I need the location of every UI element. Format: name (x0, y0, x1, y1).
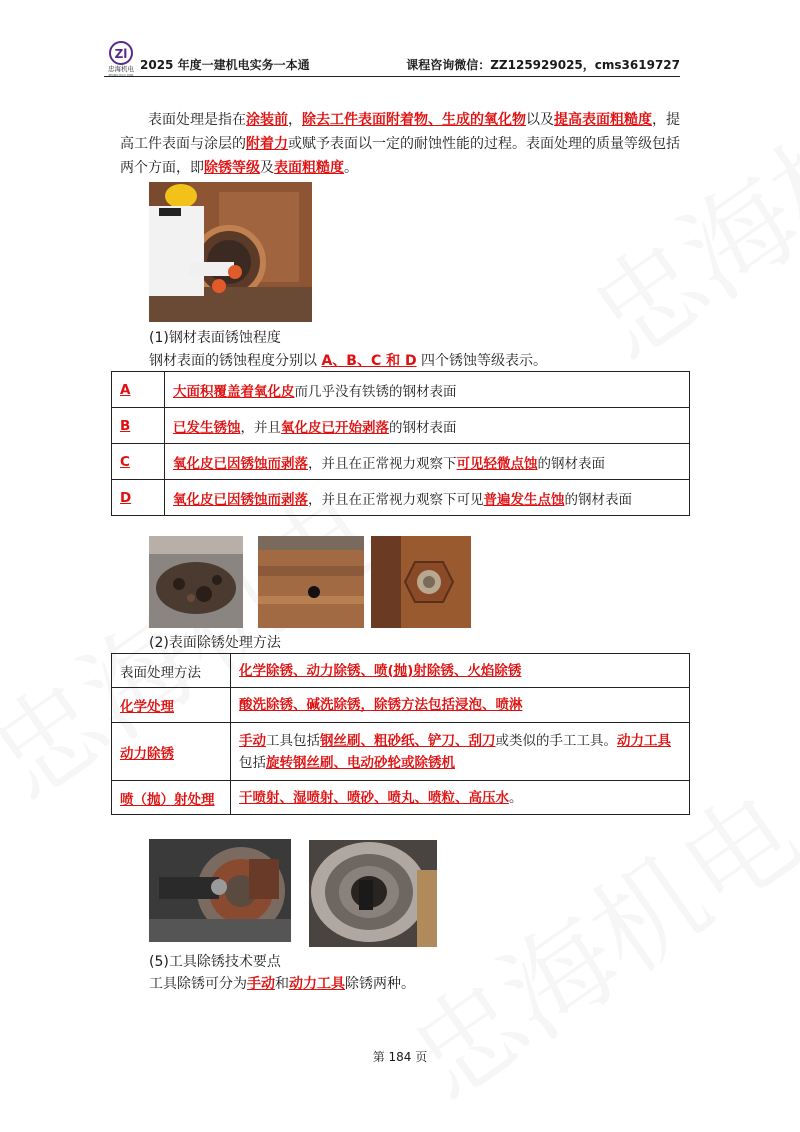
photo-rust-hole (258, 536, 364, 628)
keyword-highlight: 氧化皮已因锈蚀而剥落 (173, 491, 308, 508)
grade-description (165, 480, 690, 516)
keyword-highlight: 钢丝刷、粗砂纸、铲刀、刮刀 (320, 732, 496, 749)
keyword-highlight: 普遍发生点蚀 (483, 491, 565, 508)
cell-text: ，并且在正常视力观察下 (308, 455, 457, 472)
keyword-highlight: 大面积覆盖着氧化皮 (173, 383, 295, 400)
derusting-methods-table (111, 653, 690, 815)
rust-grade-table (111, 371, 690, 516)
photo-worker-surface-treatment (149, 182, 312, 322)
photo-pipe-interior-brushing (309, 840, 437, 947)
grade-label: B (112, 408, 165, 444)
keyword-highlight: 旋转钢丝刷、电动砂轮或除锈机 (266, 754, 455, 771)
cell-text: ，并且 (240, 419, 281, 436)
photo-rust-bolt (371, 536, 471, 628)
grade-label: A (112, 372, 165, 408)
section5-heading: (5)工具除锈技术要点 (149, 954, 281, 970)
cell-text: 或类似的手工工具。 (495, 732, 617, 749)
keyword-highlight: 氧化皮已因锈蚀而剥落 (173, 455, 308, 472)
grade-label: C (112, 444, 165, 480)
method-description (231, 781, 690, 815)
keyword-highlight: 手动 (239, 732, 266, 749)
section1-heading: (1)钢材表面锈蚀程度 (149, 330, 281, 346)
keyword-highlight: 可见轻微点蚀 (456, 455, 538, 472)
keyword-highlight: 氧化皮已开始剥落 (281, 419, 389, 436)
cell-text: 工具包括 (266, 732, 320, 749)
photo-brake-disc-grinding (149, 839, 291, 942)
cell-text: 的钢材表面 (537, 455, 605, 472)
grade-description (165, 444, 690, 480)
page-header (104, 40, 680, 77)
cell-text: 而几乎没有铁锈的钢材表面 (294, 383, 457, 400)
intro-paragraph: 表面处理是指在涂装前，除去工件表面附着物、生成的氧化物以及提高表面粗糙度，提高工件表面与涂层的附着力或赋予表面以一定的耐蚀性能的过程。表面处理的质量等级包括两个方面，即除锈等级及表面粗糙度。 (120, 112, 680, 176)
keyword-highlight: 酸洗除锈、碱洗除锈，除锈方法包括浸泡、喷淋 (239, 697, 523, 713)
table-row (112, 372, 690, 408)
svg-text:ZHONG HAI JI DIAN: ZHONG HAI JI DIAN (108, 74, 134, 76)
logo (104, 40, 138, 76)
cell-text: 的钢材表面 (564, 491, 632, 508)
keyword-highlight: 已发生锈蚀 (173, 419, 241, 436)
table-row (112, 654, 690, 688)
cell-text: ，并且在正常视力观察下可见 (308, 491, 484, 508)
table-row (112, 408, 690, 444)
keyword-highlight: 化学除锈、动力除锈、喷(抛)射除锈、火焰除锈 (239, 662, 522, 679)
method-label: 动力除锈 (112, 723, 231, 781)
table-row (112, 688, 690, 723)
cell-text: 包括 (239, 754, 266, 771)
document-title: 2025 年度一建机电实务一本通 (140, 58, 310, 72)
section2-heading: (2)表面除锈处理方法 (149, 635, 281, 651)
table-row (112, 723, 690, 781)
table-row (112, 444, 690, 480)
cell-text: 的钢材表面 (389, 419, 457, 436)
method-label: 喷（抛）射处理 (112, 781, 231, 815)
method-description (231, 654, 690, 688)
contact-info: 课程咨询微信：ZZ125929025，cms3619727 (406, 58, 680, 72)
page-number: 第 184 页 (372, 1050, 428, 1064)
svg-text:忠海机电: 忠海机电 (108, 65, 134, 73)
method-label: 表面处理方法 (112, 654, 231, 688)
cell-text: 。 (509, 789, 523, 806)
method-description (231, 723, 690, 781)
grade-label: D (112, 480, 165, 516)
section5-description: 工具除锈可分为手动和动力工具除锈两种。 (149, 976, 415, 992)
grade-description (165, 372, 690, 408)
method-description (231, 688, 690, 723)
method-label: 化学处理 (112, 688, 231, 723)
section1-description: 钢材表面的锈蚀程度分别以 A、B、C 和 D 四个锈蚀等级表示。 (149, 353, 548, 369)
keyword-highlight: 干喷射、湿喷射、喷砂、喷丸、喷粒、高压水 (239, 789, 509, 806)
svg-text:Zl: Zl (114, 47, 128, 61)
photo-rust-pitting (149, 536, 243, 628)
table-row (112, 781, 690, 815)
keyword-highlight: 动力工具 (617, 732, 671, 749)
grade-description (165, 408, 690, 444)
table-row (112, 480, 690, 516)
